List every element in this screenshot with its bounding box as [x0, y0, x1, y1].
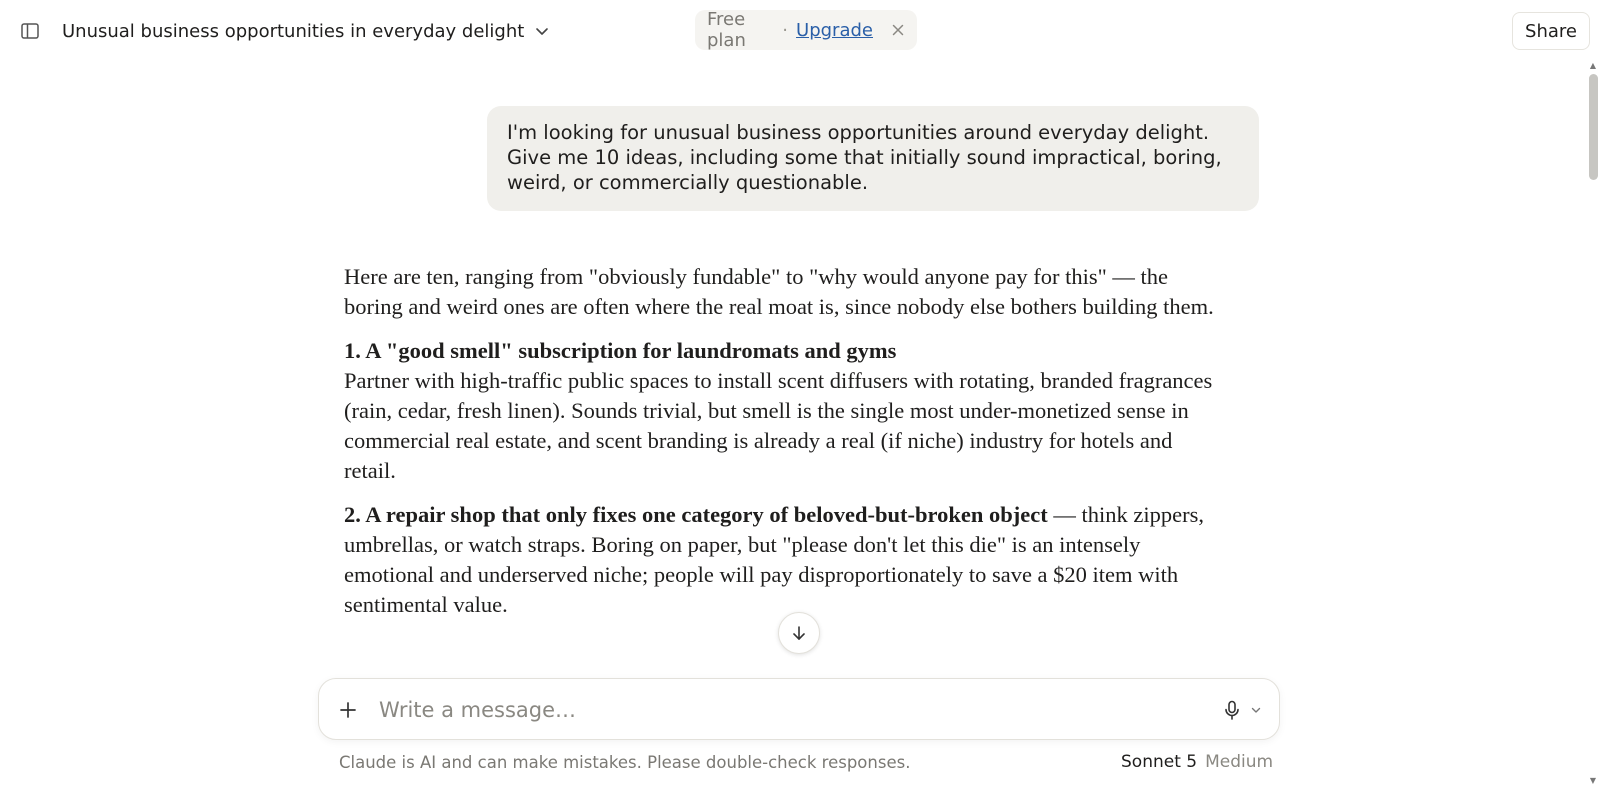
top-bar [0, 0, 1600, 62]
conversation-title: Unusual business opportunities in everyday delight [62, 20, 525, 42]
response-item-title: 2. A repair shop that only fixes one category of beloved-but-broken object [344, 502, 1048, 527]
response-item-body: Partner with high-traffic public spaces to install scent diffusers with rotating, branded fragrances (rain, cedar, fresh linen). Sounds trivial, but smell is the single most under-monetized sense in commercial real estate, and scent branding is already a real (if niche) industry for hotels and retail. [344, 368, 1213, 483]
arrow-down-icon [790, 624, 808, 642]
sidebar-icon [20, 21, 40, 41]
scrollbar-down-arrow[interactable]: ▼ [1589, 776, 1597, 785]
scrollbar-up-arrow[interactable]: ▲ [1589, 61, 1597, 70]
sidebar-toggle-button[interactable] [18, 19, 42, 43]
upgrade-link[interactable]: Upgrade [796, 19, 873, 41]
plan-separator: · [782, 19, 789, 41]
model-name: Sonnet 5 [1121, 752, 1198, 772]
chevron-down-icon [534, 23, 550, 39]
message-input[interactable] [379, 693, 1179, 727]
message-composer [318, 678, 1280, 740]
model-effort: Medium [1205, 752, 1274, 772]
conversation-title-menu[interactable] [62, 18, 550, 44]
plus-icon [338, 700, 358, 720]
response-item [344, 500, 1224, 620]
scrollbar-thumb[interactable] [1589, 74, 1598, 180]
user-message-bubble [487, 106, 1259, 211]
plan-label: Free plan [707, 9, 746, 51]
add-attachment-button[interactable] [335, 697, 361, 723]
model-selector[interactable] [1121, 752, 1273, 772]
close-icon [891, 23, 905, 37]
response-intro: Here are ten, ranging from "obviously fundable" to "why would anyone pay for this" — the boring and weird ones are often where the real moat is, since nobody else bothers building them. [344, 264, 1214, 319]
disclaimer-text: Claude is AI and can make mistakes. Please double-check responses. [339, 753, 911, 772]
chevron-down-icon [1250, 704, 1262, 716]
response-item [344, 336, 1224, 486]
microphone-icon [1221, 699, 1243, 721]
dismiss-plan-button[interactable] [891, 23, 905, 37]
response-item-body: — think zippers, umbrellas, or watch straps. Boring on paper, but "please don't let this die" is an intensely emotional and underserved niche; people will pay disproportionately to save a $20 item with sentimental value. [344, 502, 1204, 617]
voice-options-button[interactable] [1249, 703, 1263, 717]
user-message-text: I'm looking for unusual business opportunities around everyday delight. Give me 10 ideas, including some that initially sound impractical, boring, weird, or commercially questionable. [507, 121, 1222, 194]
scroll-to-bottom-button[interactable] [778, 612, 820, 654]
share-button[interactable]: Share [1512, 12, 1590, 50]
response-item-title: 1. A "good smell" subscription for laundromats and gyms [344, 338, 897, 363]
voice-input-button[interactable] [1219, 697, 1245, 723]
assistant-response [344, 262, 1224, 634]
plan-banner [695, 10, 917, 50]
